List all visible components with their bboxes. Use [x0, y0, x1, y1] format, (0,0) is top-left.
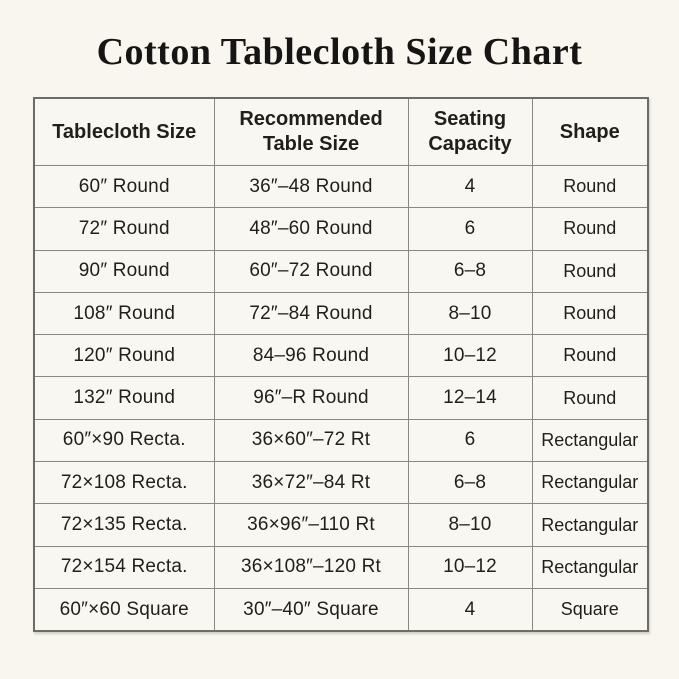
cell-shape: Rectangular — [532, 419, 648, 461]
cell-seating-capacity: 6 — [408, 208, 532, 250]
cell-seating-capacity: 4 — [408, 166, 532, 208]
cell-seating-capacity: 6–8 — [408, 250, 532, 292]
cell-recommended-table-size: 36×60″–72 Rt — [214, 419, 408, 461]
cell-seating-capacity: 6 — [408, 419, 532, 461]
cell-recommended-table-size: 36×72″–84 Rt — [214, 462, 408, 504]
table-row — [34, 462, 648, 504]
cell-shape: Round — [532, 335, 648, 377]
column-header-tablecloth-size: Tablecloth Size — [34, 98, 214, 166]
cell-shape: Round — [532, 250, 648, 292]
column-header-seating-capacity: Seating Capacity — [408, 98, 532, 166]
page-title: Cotton Tablecloth Size Chart — [96, 31, 583, 73]
cell-shape: Round — [532, 377, 648, 419]
cell-seating-capacity: 10–12 — [408, 546, 532, 588]
table-body — [34, 166, 648, 632]
cell-tablecloth-size: 72×108 Recta. — [34, 462, 214, 504]
cell-recommended-table-size: 36×108″–120 Rt — [214, 546, 408, 588]
cell-shape: Square — [532, 588, 648, 631]
cell-recommended-table-size: 36×96″–110 Rt — [214, 504, 408, 546]
table-row — [34, 504, 648, 546]
cell-recommended-table-size: 84–96 Round — [214, 335, 408, 377]
table-row — [34, 208, 648, 250]
cell-seating-capacity: 10–12 — [408, 335, 532, 377]
cell-tablecloth-size: 72×135 Recta. — [34, 504, 214, 546]
column-header-shape: Shape — [532, 98, 648, 166]
table-row — [34, 588, 648, 631]
size-chart-table — [33, 97, 649, 632]
table-row — [34, 166, 648, 208]
cell-tablecloth-size: 60″ Round — [34, 166, 214, 208]
cell-seating-capacity: 8–10 — [408, 504, 532, 546]
table-header — [34, 98, 648, 166]
cell-recommended-table-size: 48″–60 Round — [214, 208, 408, 250]
table-row — [34, 546, 648, 588]
cell-tablecloth-size: 120″ Round — [34, 335, 214, 377]
cell-recommended-table-size: 72″–84 Round — [214, 292, 408, 334]
cell-recommended-table-size: 30″–40″ Square — [214, 588, 408, 631]
cell-shape: Rectangular — [532, 546, 648, 588]
cell-shape: Round — [532, 166, 648, 208]
cell-tablecloth-size: 72×154 Recta. — [34, 546, 214, 588]
cell-seating-capacity: 6–8 — [408, 462, 532, 504]
cell-recommended-table-size: 96″–R Round — [214, 377, 408, 419]
cell-tablecloth-size: 60″×90 Recta. — [34, 419, 214, 461]
cell-shape: Rectangular — [532, 462, 648, 504]
cell-tablecloth-size: 72″ Round — [34, 208, 214, 250]
column-header-recommended-table-size: Recommended Table Size — [214, 98, 408, 166]
cell-tablecloth-size: 132″ Round — [34, 377, 214, 419]
table-row — [34, 335, 648, 377]
cell-seating-capacity: 8–10 — [408, 292, 532, 334]
cell-tablecloth-size: 60″×60 Square — [34, 588, 214, 631]
cell-seating-capacity: 12–14 — [408, 377, 532, 419]
table-row — [34, 250, 648, 292]
table-row — [34, 292, 648, 334]
cell-shape: Round — [532, 292, 648, 334]
table-row — [34, 419, 648, 461]
cell-seating-capacity: 4 — [408, 588, 532, 631]
header-row — [34, 98, 648, 166]
cell-shape: Rectangular — [532, 504, 648, 546]
cell-recommended-table-size: 60″–72 Round — [214, 250, 408, 292]
cell-tablecloth-size: 90″ Round — [34, 250, 214, 292]
cell-tablecloth-size: 108″ Round — [34, 292, 214, 334]
cell-recommended-table-size: 36″–48 Round — [214, 166, 408, 208]
cell-shape: Round — [532, 208, 648, 250]
table-row — [34, 377, 648, 419]
